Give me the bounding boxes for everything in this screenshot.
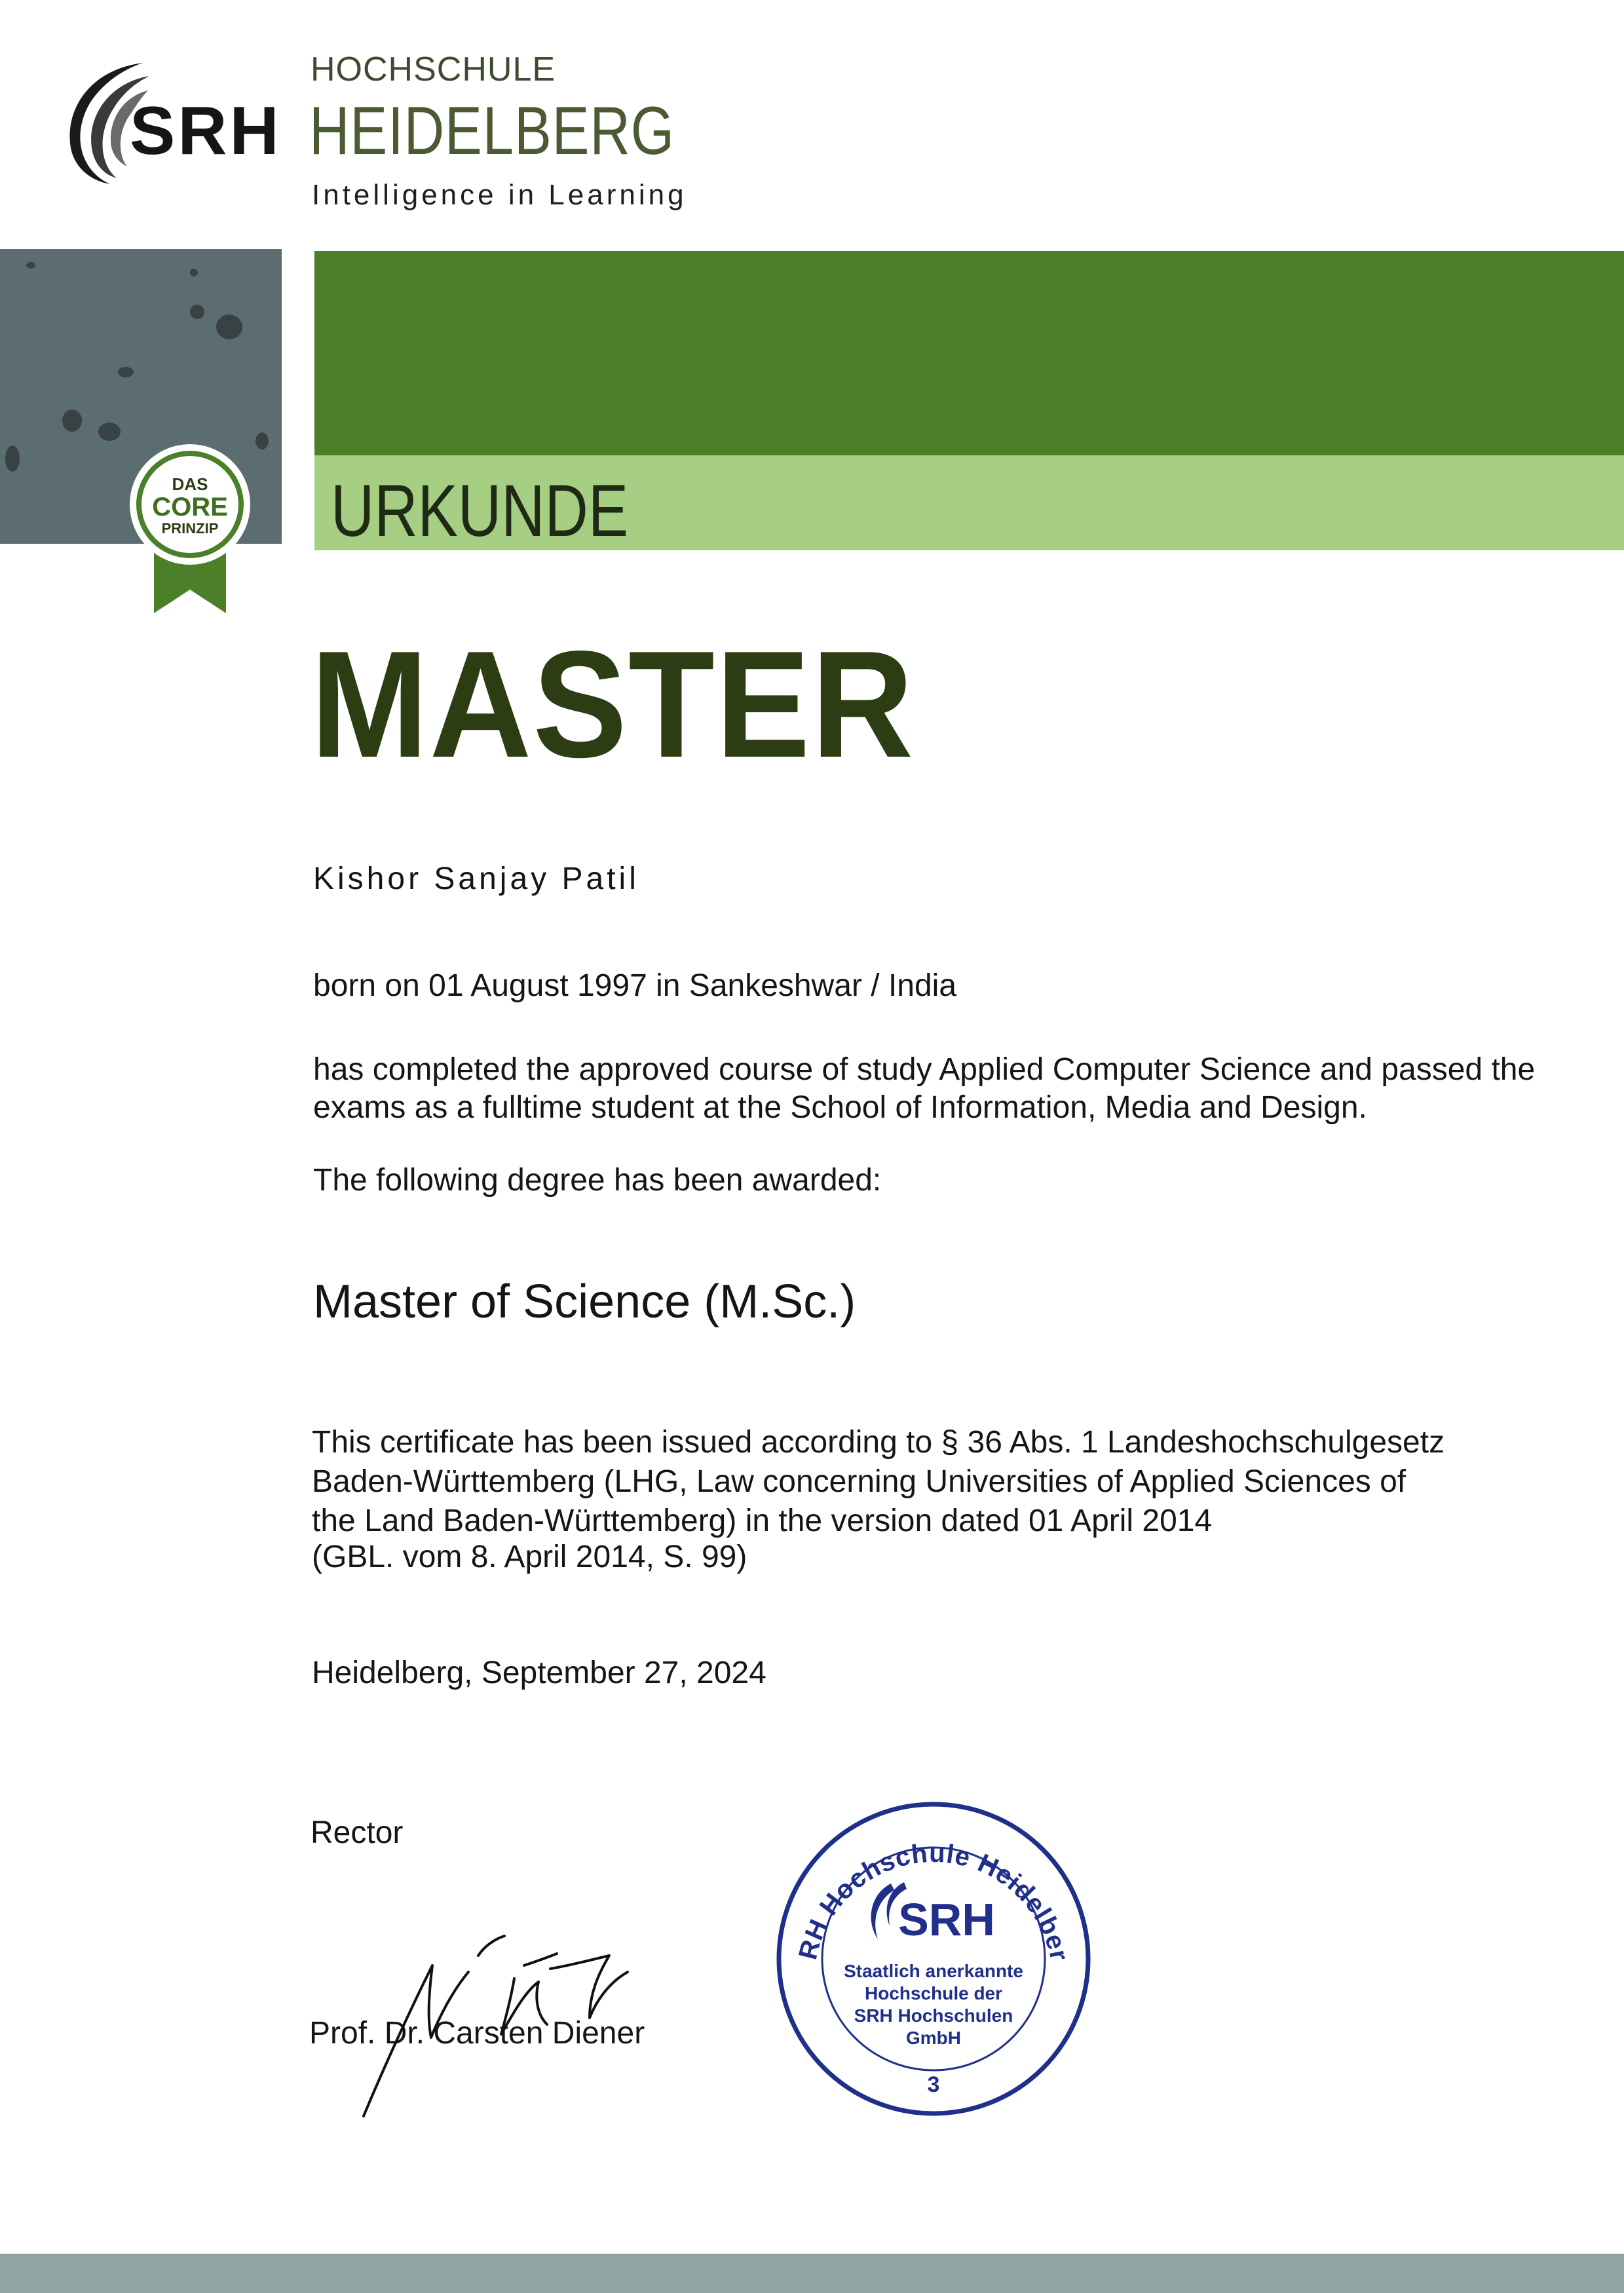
birth-details: born on 01 August 1997 in Sankeshwar / India (313, 968, 957, 1003)
official-stamp (773, 1798, 1094, 2119)
legal-line-1: This certificate has been issued according to § 36 Abs. 1 Landeshochschulgesetz (312, 1425, 1445, 1460)
place-and-date: Heidelberg, September 27, 2024 (312, 1656, 766, 1690)
core-prinzip-badge (124, 444, 255, 615)
institution-tagline: Intelligence in Learning (312, 179, 687, 211)
institution-line1: HOCHSCHULE (311, 50, 556, 88)
completion-line-1: has completed the approved course of study Applied Computer Science and passed the (313, 1052, 1536, 1087)
handwritten-signature (354, 1920, 642, 2129)
legal-line-2: Baden-Württemberg (LHG, Law concerning Universities of Applied Sciences of (312, 1464, 1407, 1499)
degree-name: Master of Science (M.Sc.) (313, 1276, 856, 1328)
banner-label: URKUNDE (331, 470, 629, 552)
badge-line3: PRINZIP (161, 520, 219, 537)
stamp-logo: SRH (898, 1894, 995, 1945)
stamp-number: 3 (927, 2072, 940, 2097)
rector-title: Rector (311, 1815, 404, 1850)
stamp-seal-icon (773, 1798, 1094, 2119)
stamp-line3: SRH Hochschulen (854, 2005, 1013, 2026)
recipient-name: Kishor Sanjay Patil (313, 862, 639, 896)
awarded-intro: The following degree has been awarded: (313, 1163, 882, 1198)
badge-line1: DAS (172, 474, 208, 494)
legal-line-3: the Land Baden-Württemberg) in the version dated 01 April 2014 (312, 1504, 1213, 1538)
stamp-ring-text: RH Hochschule Heidelber (793, 1838, 1074, 1964)
document-title: MASTER (311, 620, 915, 789)
stamp-line1: Staatlich anerkannte (844, 1961, 1023, 1981)
banner-dark-green (314, 251, 1624, 455)
completion-line-2: exams as a fulltime student at the School of Information, Media and Design. (313, 1090, 1367, 1125)
legal-line-4: (GBL. vom 8. April 2014, S. 99) (312, 1540, 747, 1574)
stamp-line2: Hochschule der (864, 1983, 1003, 2003)
bottom-decorative-strip (0, 2254, 1624, 2293)
stamp-line4: GmbH (906, 2028, 961, 2048)
institution-line2: HEIDELBERG (309, 93, 675, 169)
signatory-name: Prof. Dr. Carsten Diener (309, 2016, 645, 2051)
badge-line2: CORE (152, 493, 228, 521)
logo-srh: SRH (130, 93, 282, 169)
